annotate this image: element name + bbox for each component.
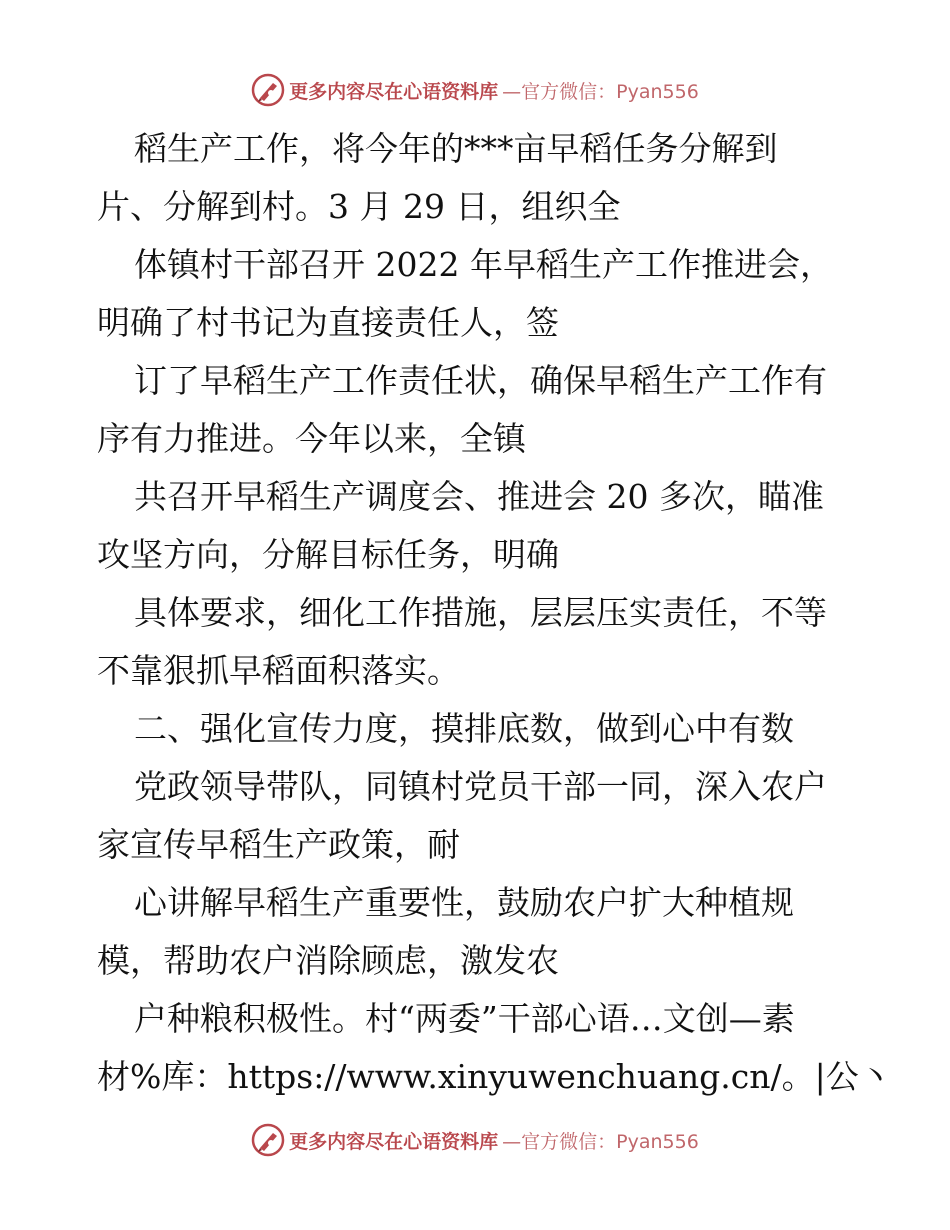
banner-wechat-text: —官方微信：Pyan556: [502, 1130, 699, 1153]
text-line: 序有力推进。今年以来，全镇: [97, 419, 526, 458]
banner-main-text: 更多内容尽在心语资料库: [289, 80, 499, 103]
text-line: 攻坚方向，分解目标任务，明确: [97, 535, 559, 574]
text-line: 材%库：https://www.xinyuwenchuang.cn/。|公丶: [97, 1057, 892, 1096]
footer-watermark-banner: [0, 1120, 950, 1160]
text-line: 党政领导带队，同镇村党员干部一同，深入农户: [134, 767, 827, 806]
text-line: 稻生产工作，将今年的***亩早稻任务分解到: [134, 129, 778, 168]
banner-content: [251, 1123, 699, 1157]
text-line: 明确了村书记为直接责任人，签: [97, 303, 559, 342]
text-line: 模，帮助农户消除顾虑，激发农: [97, 941, 559, 980]
text-line: 心讲解早稻生产重要性，鼓励农户扩大种植规: [134, 883, 794, 922]
pen-logo-icon: [251, 73, 285, 107]
header-watermark-banner: [0, 70, 950, 110]
banner-wechat-text: —官方微信：Pyan556: [502, 80, 699, 103]
section-heading: 二、强化宣传力度，摸排底数，做到心中有数: [134, 709, 794, 748]
banner-main-text: 更多内容尽在心语资料库: [289, 1130, 499, 1153]
text-line: 共召开早稻生产调度会、推进会 20 多次，瞄准: [134, 477, 824, 516]
pen-logo-icon: [251, 1123, 285, 1157]
banner-content: [251, 73, 699, 107]
text-line: 家宣传早稻生产政策，耐: [97, 825, 460, 864]
text-line: 户种粮积极性。村“两委”干部心语…文创—素: [134, 999, 795, 1038]
text-line: 片、分解到村。3 月 29 日，组织全: [97, 187, 621, 226]
text-line: 不靠狠抓早稻面积落实。: [97, 651, 460, 690]
text-line: 体镇村干部召开 2022 年早稻生产工作推进会，: [134, 245, 833, 284]
text-line: 具体要求，细化工作措施，层层压实责任，不等: [134, 593, 827, 632]
text-line: 订了早稻生产工作责任状，确保早稻生产工作有: [134, 361, 827, 400]
